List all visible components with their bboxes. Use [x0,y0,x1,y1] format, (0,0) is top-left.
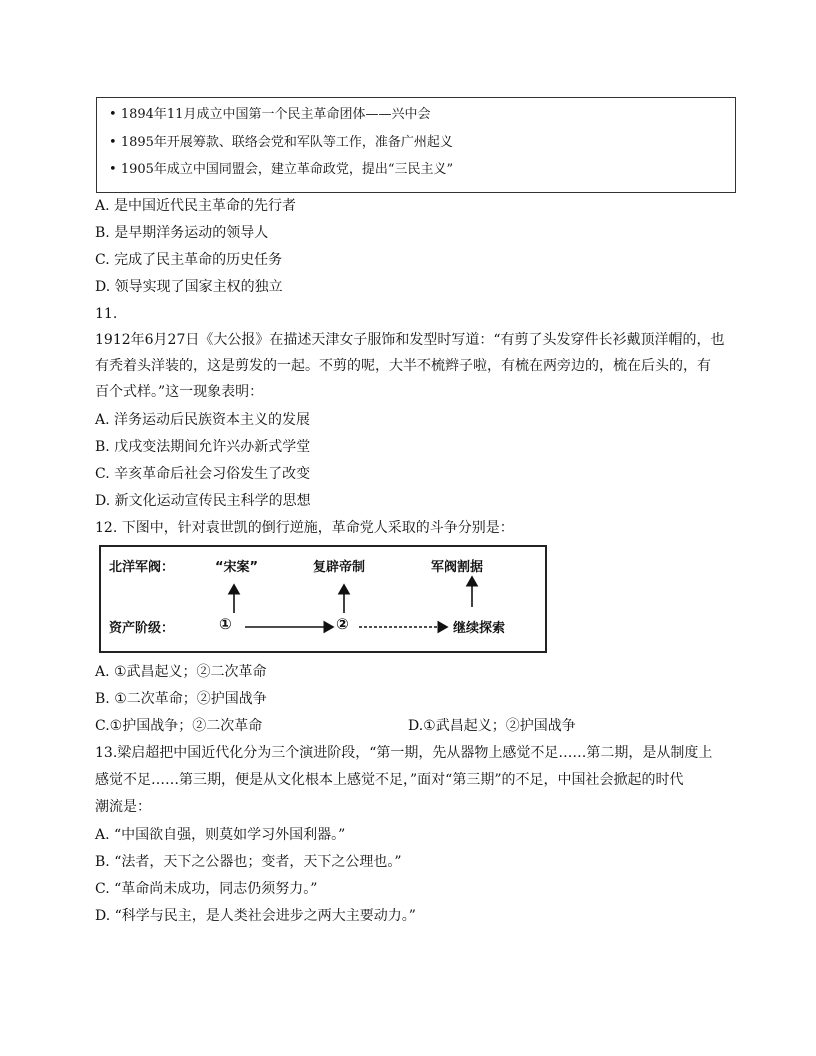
q11-option-d[interactable]: D. 新文化运动宣传民主科学的思想 [95,493,311,509]
bullet-text: 1894年11月成立中国第一个民主革命团体——兴中会 [120,107,431,122]
q11-stem-line: 百个式样。”这一现象表明： [95,384,264,400]
historical-facts-box [96,97,736,193]
bullet-item: • 1905年成立中国同盟会，建立革命政党，提出“三民主义” [109,162,454,177]
bullet-item: • 1895年开展筹款、联络会党和军队等工作，准备广州起义 [109,135,453,150]
q13-stem-line: 感觉不足……第三期，便是从文化根本上感觉不足，”面对“第三期”的不足，中国社会掀起的时代 [95,772,684,788]
q10-option-a[interactable]: A. 是中国近代民主革命的先行者 [95,198,297,214]
top-item-2: 复辟帝制 [313,560,366,575]
q12-stem: 12. 下图中，针对袁世凯的倒行逆施，革命党人采取的斗争分别是： [95,520,514,536]
q13-stem-line: 13.梁启超把中国近代化分为三个演进阶段，“第一期，先从器物上感觉不足……第二期，是从制度上 [95,745,713,761]
bottom-row-label: 资产阶级： [109,621,175,636]
q13-option-b[interactable]: B. “法者，天下之公器也；变者，天下之公理也。” [95,854,402,870]
bullet-text: 1895年开展筹款、联络会党和军队等工作，准备广州起义 [120,135,453,150]
bottom-item-3: 继续探索 [453,621,506,636]
bottom-item-1: ① [219,615,232,633]
q13-option-a[interactable]: A. “中国欲自强，则莫如学习外国利器。” [95,827,346,843]
struggle-diagram [99,545,547,653]
q12-option-b[interactable]: B. ①二次革命；②护国战争 [95,691,267,707]
q13-option-d[interactable]: D. “科学与民主，是人类社会进步之两大主要动力。” [95,908,416,924]
q10-option-b[interactable]: B. 是早期洋务运动的领导人 [95,225,269,241]
q11-option-a[interactable]: A. 洋务运动后民族资本主义的发展 [95,412,311,428]
bullet-text: 1905年成立中国同盟会，建立革命政党，提出“三民主义” [120,162,454,177]
q12-option-a[interactable]: A. ①武昌起义；②二次革命 [95,664,267,680]
q12-option-c[interactable]: C.①护国战争；②二次革命 [95,718,263,734]
q11-number: 11. [95,306,118,322]
q10-option-d[interactable]: D. 领导实现了国家主权的独立 [95,279,283,295]
top-item-1: “宋案” [215,560,259,575]
bottom-item-2: ② [336,615,349,633]
top-row-label: 北洋军阀： [109,560,175,575]
q11-option-c[interactable]: C. 辛亥革命后社会习俗发生了改变 [95,466,311,482]
q10-option-c[interactable]: C. 完成了民主革命的历史任务 [95,252,283,268]
q13-option-c[interactable]: C. “革命尚未成功，同志仍须努力。” [95,881,318,897]
top-item-3: 军阀割据 [431,560,484,575]
bullet-item: • 1894年11月成立中国第一个民主革命团体——兴中会 [109,107,431,122]
q12-option-d[interactable]: D.①武昌起义；②护国战争 [408,718,576,734]
q13-stem-line: 潮流是： [95,799,151,815]
q11-option-b[interactable]: B. 戊戌变法期间允许兴办新式学堂 [95,439,311,455]
q11-stem-line: 有秃着头洋装的，这是剪发的一起。不剪的呢，大半不梳辫子啦，有梳在两旁边的，梳在后头的，有 [95,358,711,374]
q11-stem-line: 1912年6月27日《大公报》在描述天津女子服饰和发型时写道：“有剪了头发穿件长衫戴顶洋帽的，也 [95,332,725,348]
